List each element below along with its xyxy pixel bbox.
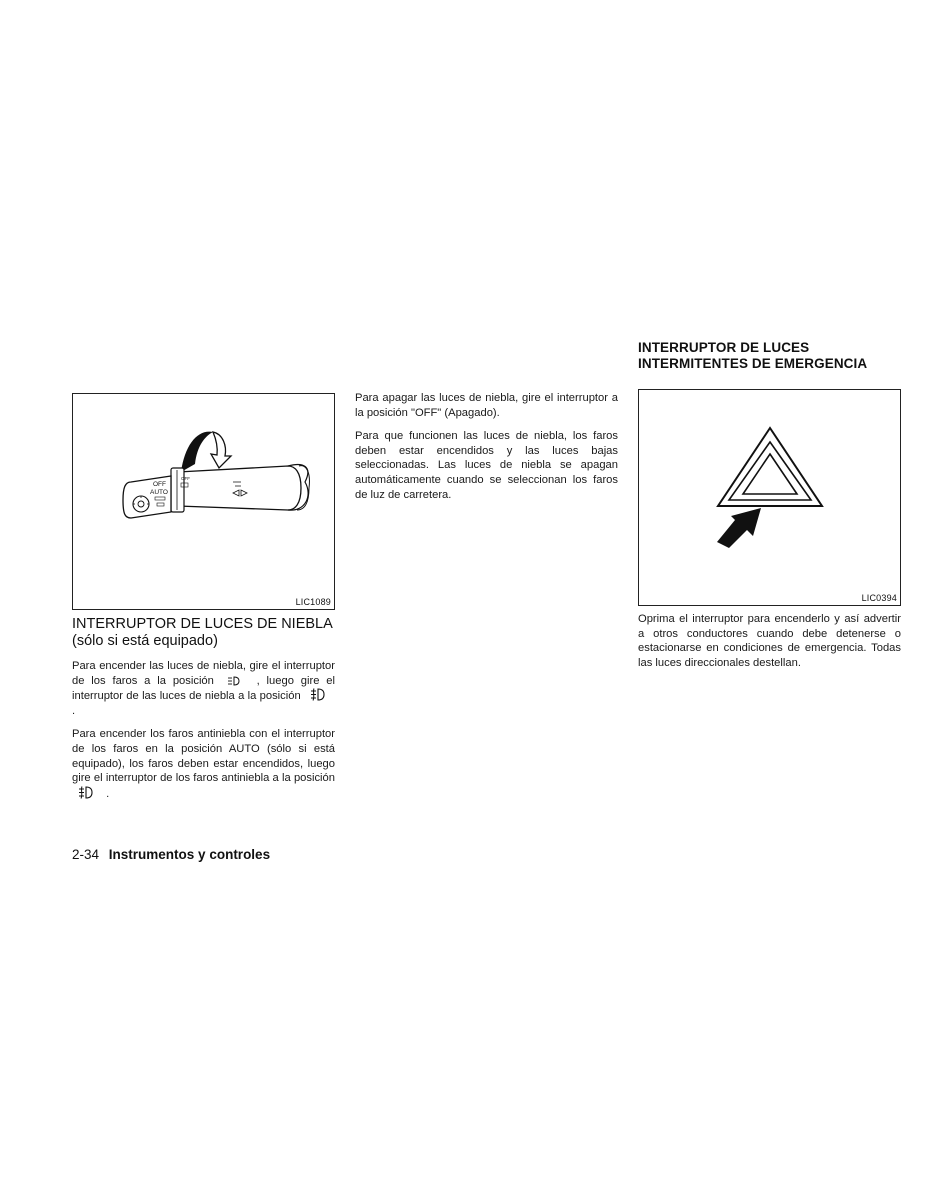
- rotate-arrow-icon: [181, 432, 231, 472]
- paragraph-text: , luego gire el interruptor de las luces de niebla a la posición: [72, 674, 336, 703]
- fog-light-icon: [78, 786, 93, 799]
- page-number: 2-34: [72, 847, 100, 862]
- fog-off-paragraph: Para apagar las luces de niebla, gire el interruptor a la posición "OFF" (Apagado).: [355, 392, 618, 419]
- fog-light-icon: [310, 688, 325, 701]
- paragraph-text: .: [72, 704, 76, 717]
- stalk-label-off: OFF: [153, 481, 166, 488]
- paragraph-text: Para encender los faros antiniebla con el interruptor de los faros en la posición AUTO (sólo si está equipado), los faros deben estar encendidos, luego gire el interruptor de los faros antiniebla a la posición: [72, 728, 335, 785]
- title-line: INTERRUPTOR DE LUCES: [638, 340, 810, 355]
- figure-code: LIC1089: [295, 597, 331, 607]
- stalk-label-auto: AUTO: [150, 489, 168, 496]
- middle-column: [355, 391, 618, 511]
- title-line: INTERMITENTES DE EMERGENCIA: [638, 356, 868, 371]
- fog-requirements-paragraph: Para que funcionen las luces de niebla, los faros deben estar encendidos y las luces bajas seleccionadas. Las luces de niebla se apagan automáticamente cuando se seleccionan los faros de luz de carretera.: [355, 430, 618, 501]
- hazard-illustration: [639, 390, 900, 590]
- fog-light-section-title: INTERRUPTOR DE LUCES DE NIEBLA (sólo si está equipado): [72, 616, 332, 649]
- fog-switch-stalk-illustration: [73, 394, 334, 594]
- chapter-title: Instrumentos y controles: [108, 847, 271, 862]
- fog-switch-figure: [72, 393, 335, 610]
- hazard-section-title: [638, 340, 901, 372]
- hazard-switch-figure: [638, 389, 901, 606]
- fog-light-paragraph-1: [72, 659, 335, 718]
- press-arrow-icon: [717, 508, 761, 548]
- figure-code: LIC0394: [861, 593, 897, 603]
- hazard-paragraph: Oprima el interruptor para encenderlo y así advertir a otros conductores cuando debe detenerse o estacionarse en condiciones de emergencia. Todas las luces direccionales destellan.: [638, 613, 901, 669]
- left-column: [72, 393, 335, 810]
- paragraph-text: Para encender las luces de niebla, gire el interruptor de los faros a la posición: [72, 660, 335, 687]
- page-footer: [72, 847, 270, 862]
- right-column: [638, 340, 901, 679]
- headlight-position-icon: [227, 676, 240, 686]
- paragraph-text: .: [106, 787, 110, 800]
- stalk-label-small-off: OFF: [181, 476, 190, 481]
- hazard-triangle-icon: [718, 428, 822, 506]
- fog-light-paragraph-2: [72, 727, 335, 801]
